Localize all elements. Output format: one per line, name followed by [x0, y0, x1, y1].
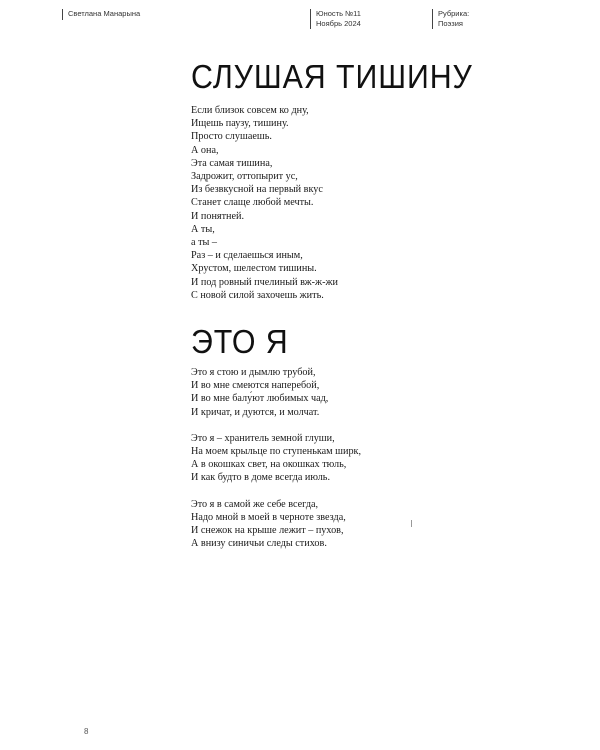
- poem-line: И под ровный пчелиный вж-ж-жи: [191, 276, 338, 288]
- poem-line: Надо мной в моей в черноте звезда,: [191, 511, 346, 523]
- poem-line: И как будто в доме всегда июль.: [191, 472, 330, 484]
- header-author: [62, 9, 140, 20]
- issue-number: Юность №11: [316, 9, 361, 18]
- poem-line: С новой силой захочешь жить.: [191, 289, 324, 301]
- poem-line: Это я в самой же себе всегда,: [191, 498, 319, 510]
- poem-line: Если близок совсем ко дну,: [191, 105, 309, 116]
- poem-line: Станет слаще любой мечты.: [191, 197, 314, 209]
- text-cursor-mark: [411, 520, 412, 527]
- poem-title-1: СЛУШАЯ ТИШИНУ: [191, 58, 473, 95]
- poem-line: На моем крыльце по ступенькам ширк,: [191, 446, 362, 458]
- poem-line: И снежок на крыше лежит – пухов,: [191, 525, 344, 537]
- poem-line: И во мне смеются наперебой,: [191, 380, 320, 392]
- issue-date: Ноябрь 2024: [316, 19, 361, 28]
- poem-2-text: [191, 366, 361, 563]
- poem-line: А ты,: [191, 223, 215, 235]
- poem-line: А она,: [191, 144, 219, 156]
- rubric-label: Рубрика:: [438, 9, 470, 18]
- poem-line: Это я – хранитель земной глуши,: [191, 432, 335, 444]
- page-number: 8: [84, 727, 89, 736]
- poem-line: Просто слушаешь.: [191, 131, 272, 143]
- poem-line: Из безвкусной на первый вкус: [191, 184, 323, 196]
- poem-line: И понятней.: [191, 210, 245, 222]
- poem-line: Это я стою и дымлю трубой,: [191, 367, 316, 378]
- poem-title-2: ЭТО Я: [191, 323, 289, 360]
- stanza: [191, 432, 361, 485]
- poem-1-text: [191, 104, 338, 302]
- poem-line: Ищешь паузу, тишину.: [191, 118, 289, 130]
- poem-line: А внизу синичьи следы стихов.: [191, 538, 327, 550]
- poem-line: Задрожит, оттопырит ус,: [191, 171, 298, 183]
- stanza: [191, 498, 361, 551]
- poem-line: И во мне балу́ют любимых чад,: [191, 393, 329, 405]
- stanza: [191, 366, 361, 419]
- poem-line: Эта самая тишина,: [191, 157, 273, 169]
- poem-line: Хрустом, шелестом тишины.: [191, 263, 317, 275]
- header-rubric: [432, 9, 469, 29]
- rubric-value: Поэзия: [438, 19, 463, 28]
- poem-line: а ты –: [191, 237, 218, 249]
- author-name: Светлана Манарына: [68, 9, 141, 18]
- poem-line: А в окошках свет, на окошках тюль,: [191, 459, 347, 471]
- poem-line: Раз – и сделаешься иным,: [191, 250, 303, 262]
- header-issue: [310, 9, 361, 29]
- poem-line: И кричат, и дуются, и молчат.: [191, 406, 320, 418]
